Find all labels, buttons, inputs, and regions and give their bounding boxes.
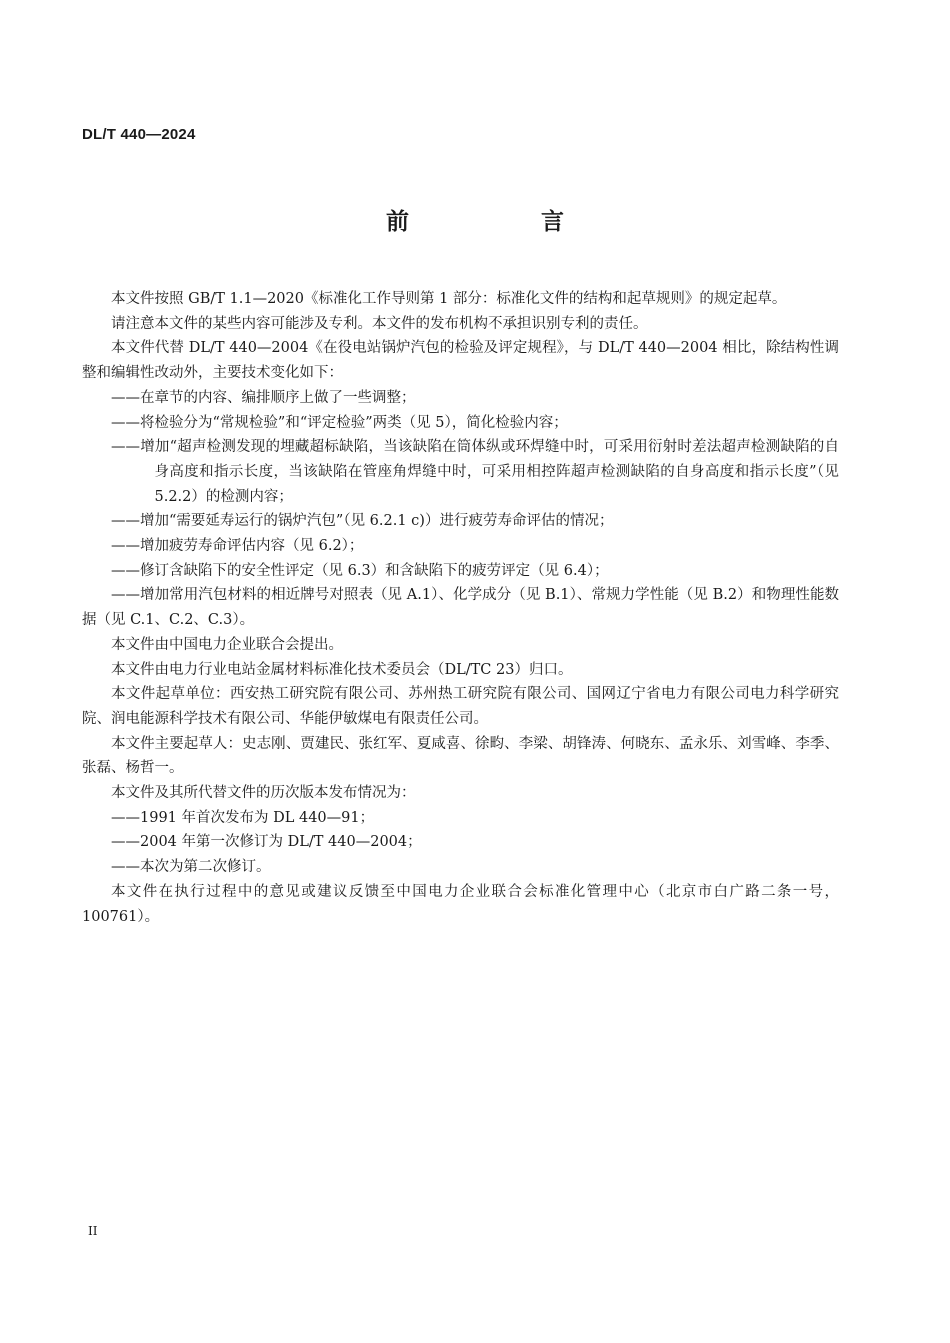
list-item: ——增加“需要延寿运行的锅炉汽包”（见 6.2.1 c)）进行疲劳寿命评估的情况； <box>111 513 614 530</box>
paragraph-drafting-rules: 本文件按照 GB/T 1.1—2020《标准化工作导则第 1 部分：标准化文件的结构和起草规则》的规定起草。 <box>111 291 787 307</box>
history-list <box>82 806 839 880</box>
list-item: ——2004 年第一次修订为 DL/T 440—2004； <box>111 834 422 851</box>
paragraph-drafting-units: 本文件起草单位：西安热工研究院有限公司、苏州热工研究院有限公司、国网辽宁省电力有限公司电力科学研究院、润电能源科学技术有限公司、华能伊敏煤电有限责任公司。 <box>82 686 839 727</box>
list-item: ——增加疲劳寿命评估内容（见 6.2）； <box>111 538 364 555</box>
change-list <box>82 386 839 633</box>
paragraph-replacement: 本文件代替 DL/T 440—2004《在役电站锅炉汽包的检验及评定规程》，与 DL/T 440—2004 相比，除结构性调整和编辑性改动外，主要技术变化如下： <box>82 340 839 382</box>
list-item: ——增加“超声检测发现的埋藏超标缺陷，当该缺陷在筒体纵或环焊缝中时，可采用衍射时差法超声检测缺陷的自身高度和指示长度，当该缺陷在管座角焊缝中时，可采用相控阵超声检测缺陷的自身高度和指示长度”（见 5.2.2）的检测内容； <box>111 439 839 505</box>
document-code: DL/T 440—2024 <box>82 126 196 143</box>
list-item: ——1991 年首次发布为 DL 440—91； <box>111 809 375 826</box>
page-title: 前 言 <box>385 209 626 235</box>
paragraph-drafters: 本文件主要起草人：史志刚、贾建民、张红军、夏咸喜、徐畇、李梁、胡锋涛、何晓东、孟永乐、刘雪峰、李季、张磊、杨哲一。 <box>82 735 839 777</box>
list-item: ——修订含缺陷下的安全性评定（见 6.3）和含缺陷下的疲劳评定（见 6.4）； <box>111 562 609 579</box>
page-number: II <box>88 1224 98 1238</box>
paragraph-committee: 本文件由电力行业电站金属材料标准化技术委员会（DL/TC 23）归口。 <box>111 661 573 678</box>
list-item: ——将检验分为“常规检验”和“评定检验”两类（见 5），简化检验内容； <box>111 414 568 431</box>
paragraph-proposer: 本文件由中国电力企业联合会提出。 <box>111 636 343 653</box>
list-item: ——本次为第二次修订。 <box>111 859 271 876</box>
list-item: ——增加常用汽包材料的相近牌号对照表（见 A.1）、化学成分（见 B.1）、常规力学性能（见 B.2）和物理性能数据（见 C.1、C.2、C.3）。 <box>82 587 839 629</box>
list-item: ——在章节的内容、编排顺序上做了一些调整； <box>111 389 416 406</box>
paragraph-patent-notice: 请注意本文件的某些内容可能涉及专利。本文件的发布机构不承担识别专利的责任。 <box>111 315 648 332</box>
foreword-body <box>82 287 839 929</box>
paragraph-feedback: 本文件在执行过程中的意见或建议反馈至中国电力企业联合会标准化管理中心（北京市白广路二条一号，100761）。 <box>82 883 839 925</box>
paragraph-history-intro: 本文件及其所代替文件的历次版本发布情况为： <box>111 785 416 802</box>
